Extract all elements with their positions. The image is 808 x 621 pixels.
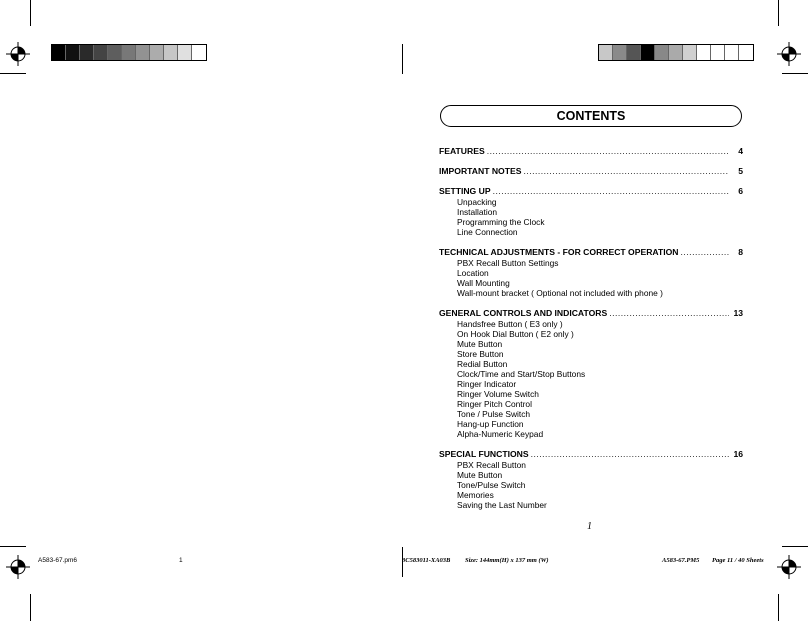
toc-page-number: 6 — [738, 186, 743, 196]
color-swatch — [683, 45, 697, 60]
toc-section — [439, 307, 743, 439]
toc-subitem: Programming the Clock — [457, 217, 545, 227]
toc-subitem: Installation — [457, 207, 498, 217]
registration-mark-top-right — [777, 42, 801, 66]
toc-section — [439, 145, 743, 157]
color-swatch — [627, 45, 641, 60]
crosshair-icon — [6, 42, 30, 66]
toc-page-number: 16 — [733, 449, 743, 459]
footer-page-left: 1 — [179, 557, 183, 564]
toc-subitem: Wall Mounting — [457, 278, 510, 288]
toc-section-title: SETTING UP — [439, 186, 491, 196]
toc-page-number: 8 — [738, 247, 743, 257]
toc-section-title: IMPORTANT NOTES — [439, 166, 522, 176]
crop-line — [0, 73, 26, 74]
crop-line — [782, 546, 808, 547]
toc-page-number: 13 — [733, 308, 743, 318]
toc-section-heading — [439, 165, 743, 177]
toc-leader-dots — [523, 165, 729, 177]
toc-subitem: Redial Button — [457, 359, 508, 369]
toc-leader-dots — [487, 145, 729, 157]
toc-subitem: Ringer Volume Switch — [457, 389, 539, 399]
color-swatch — [66, 45, 80, 60]
crosshair-icon — [777, 555, 801, 579]
toc-subitem: On Hook Dial Button ( E2 only ) — [457, 329, 574, 339]
color-swatch — [697, 45, 711, 60]
color-swatch — [136, 45, 150, 60]
crop-line — [30, 0, 31, 26]
toc-section-title: GENERAL CONTROLS AND INDICATORS — [439, 308, 608, 318]
toc-subitem: Handsfree Button ( E3 only ) — [457, 319, 563, 329]
footer-file-right: A583-67.PM5 — [662, 557, 700, 564]
crop-line — [782, 73, 808, 74]
toc-section-title: SPECIAL FUNCTIONS — [439, 449, 529, 459]
color-swatch — [669, 45, 683, 60]
toc-subitem: Location — [457, 268, 489, 278]
footer-file-left: A583-67.pm6 — [38, 557, 78, 564]
footer-job-code: 3C583011-XA03B — [402, 557, 451, 564]
toc-leader-dots — [609, 307, 729, 319]
toc-leader-dots — [681, 246, 729, 258]
toc-section-heading — [439, 448, 743, 460]
toc-subitem: Saving the Last Number — [457, 500, 547, 510]
toc-subitem: Clock/Time and Start/Stop Buttons — [457, 369, 586, 379]
page-number: 1 — [587, 521, 592, 532]
registration-mark-bottom-right — [777, 555, 801, 579]
crop-line — [0, 546, 26, 547]
toc-subitem: Hang-up Function — [457, 419, 524, 429]
toc-section-heading — [439, 307, 743, 319]
color-swatch — [52, 45, 66, 60]
toc-subitem: Ringer Pitch Control — [457, 399, 532, 409]
color-swatch — [725, 45, 739, 60]
toc-subitem: Line Connection — [457, 227, 518, 237]
toc-subitem: Wall-mount bracket ( Optional not included with phone ) — [457, 288, 663, 298]
color-swatch — [164, 45, 178, 60]
crop-line — [30, 594, 31, 621]
toc-section-heading — [439, 246, 743, 258]
toc-subitem: Memories — [457, 490, 494, 500]
crop-line — [402, 44, 403, 74]
footer-size-info: Size: 144mm(H) x 137 mm (W) — [465, 557, 549, 564]
toc-subitem: Ringer Indicator — [457, 379, 517, 389]
toc-subitem: Store Button — [457, 349, 504, 359]
color-swatch — [641, 45, 655, 60]
toc-subitem: Tone/Pulse Switch — [457, 480, 526, 490]
crop-line — [778, 594, 779, 621]
color-swatch — [655, 45, 669, 60]
toc-subitem: PBX Recall Button — [457, 460, 526, 470]
color-swatch — [94, 45, 108, 60]
toc-leader-dots — [531, 448, 729, 460]
color-bar-right — [598, 44, 754, 61]
color-swatch — [599, 45, 613, 60]
color-swatch — [178, 45, 192, 60]
color-swatch — [711, 45, 725, 60]
toc-section-heading — [439, 145, 743, 157]
color-swatch — [192, 45, 206, 60]
registration-mark-bottom-left — [6, 555, 30, 579]
toc-section — [439, 246, 743, 298]
color-swatch — [80, 45, 94, 60]
toc-subitem: PBX Recall Button Settings — [457, 258, 559, 268]
table-of-contents — [439, 145, 743, 519]
color-swatch — [150, 45, 164, 60]
color-bar-left — [51, 44, 207, 61]
color-swatch — [613, 45, 627, 60]
toc-section-heading — [439, 185, 743, 197]
toc-subitem: Unpacking — [457, 197, 497, 207]
registration-mark-top-left — [6, 42, 30, 66]
toc-section — [439, 185, 743, 237]
color-swatch — [122, 45, 136, 60]
color-swatch — [108, 45, 122, 60]
crop-line — [778, 0, 779, 26]
footer-sheet-info: Page 11 / 40 Sheets — [712, 557, 764, 564]
crosshair-icon — [777, 42, 801, 66]
toc-subitem: Mute Button — [457, 470, 503, 480]
toc-subitem: Alpha-Numeric Keypad — [457, 429, 544, 439]
toc-section-title: TECHNICAL ADJUSTMENTS - FOR CORRECT OPERATION — [439, 247, 679, 257]
crosshair-icon — [6, 555, 30, 579]
toc-section-title: FEATURES — [439, 146, 485, 156]
toc-subitem: Tone / Pulse Switch — [457, 409, 531, 419]
color-swatch — [739, 45, 753, 60]
page-title: CONTENTS — [440, 105, 742, 127]
toc-leader-dots — [493, 185, 729, 197]
toc-subitem: Mute Button — [457, 339, 503, 349]
toc-section — [439, 165, 743, 177]
toc-page-number: 5 — [738, 166, 743, 176]
toc-page-number: 4 — [738, 146, 743, 156]
toc-section — [439, 448, 743, 510]
